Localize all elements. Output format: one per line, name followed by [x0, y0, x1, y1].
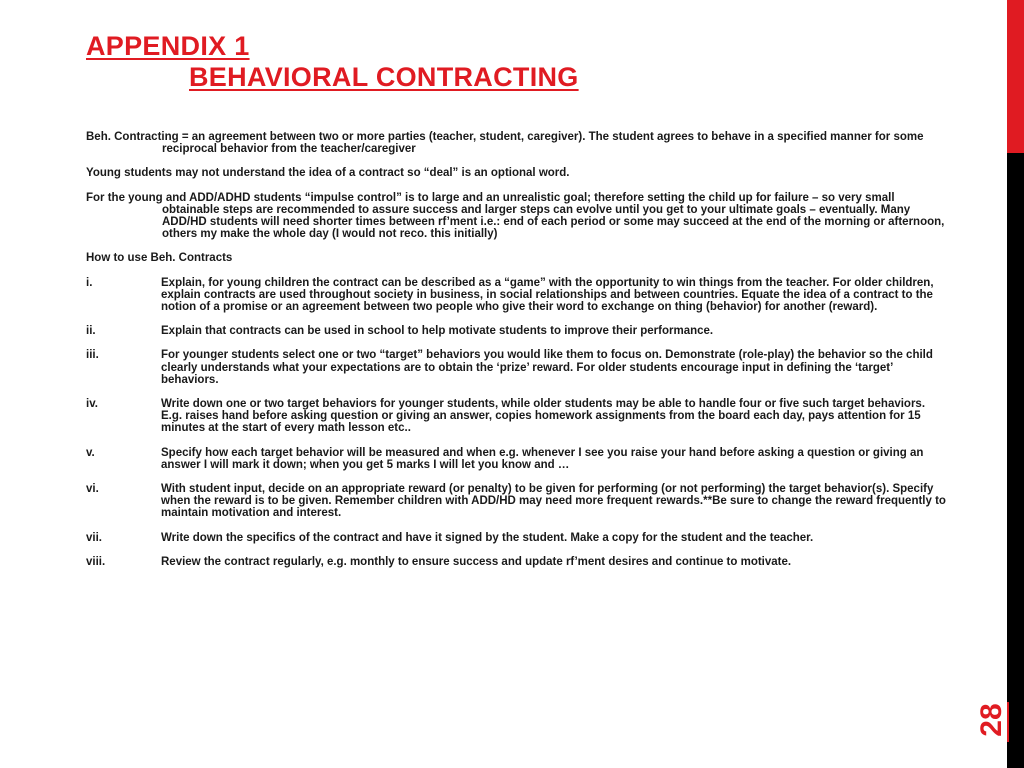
list-item — [86, 325, 946, 337]
adhd-paragraph: For the young and ADD/ADHD students “impulse control” is to large and an unrealistic goal; therefore setting the child up for failure – so very small obtainable steps are recommended to assure success and larger steps can evolve until you get to your ultimate goals – eventually. Many ADD/HD students will need shorter times between rf’ment i.e.: end of each period or some may succeed at the end of the morning or afternoon, others my make the whole day (I would not reco. this initially) — [86, 191, 945, 241]
slide-body — [86, 131, 946, 580]
list-item-number: v. — [86, 446, 95, 459]
list-item-text: With student input, decide on an appropriate reward (or penalty) to be given for performing (or not performing) the target behavior(s). Specify when the reward is to be given. Remember children with ADD/HD may need more frequent rewards.**Be sure to change the reward frequently to maintain motivation and interest. — [161, 483, 946, 520]
list-item-number: ii. — [86, 325, 96, 338]
list-item-number: i. — [86, 276, 93, 289]
list-item-text: Write down the specifics of the contract and have it signed by the student. Make a copy for the student and the teacher. — [161, 531, 814, 544]
list-item — [86, 447, 946, 471]
list-item — [86, 532, 946, 544]
list-item-text: Explain, for young children the contract can be described as a “game” with the opportunity to win things from the teacher. For older children, explain contracts are used throughout society in business, in social relationships and between countries. Equate the idea of a contract to the notion of a promise or an agreement between two people who give their word to exchange on thing (behavior) for another (reward). — [161, 276, 934, 314]
list-item-text: Explain that contracts can be used in school to help motivate students to improve their performance. — [161, 325, 714, 338]
side-accent-bar-black — [1007, 153, 1024, 768]
page-number: 28 — [975, 703, 1008, 737]
list-item — [86, 556, 946, 568]
list-item — [86, 483, 946, 520]
list-item — [86, 277, 946, 314]
side-accent-bar-red — [1007, 0, 1024, 153]
list-item-number: iv. — [86, 398, 98, 411]
title-line-1: APPENDIX 1 — [86, 31, 250, 61]
young-students-paragraph: Young students may not understand the idea of a contract so “deal” is an optional word. — [86, 167, 570, 180]
list-item-text: For younger students select one or two “target” behaviors you would like them to focus on. Demonstrate (role-play) the behavior so the child clearly understands what your expectations are to obtain the ‘prize’ reward. For older students encourage input in defining the ‘target’ behaviors. — [161, 349, 933, 386]
slide-title — [86, 31, 579, 93]
list-item-number: vii. — [86, 531, 102, 544]
list-item-number: iii. — [86, 349, 99, 362]
list-item — [86, 398, 946, 435]
how-to-heading: How to use Beh. Contracts — [86, 252, 233, 265]
definition-paragraph: Beh. Contracting = an agreement between two or more parties (teacher, student, caregiver). The student agrees to behave in a specified manner for some reciprocal behavior from the teacher/caregiver — [86, 131, 924, 156]
list-item — [86, 349, 946, 386]
title-line-2: BEHAVIORAL CONTRACTING — [189, 62, 579, 92]
list-item-text: Write down one or two target behaviors for younger students, while older students may be able to handle four or five such target behaviors. E.g. raises hand before asking question or giving an answer, copies homework assignments from the board each day, pays attention for 15 minutes at the start of every math lesson etc.. — [161, 398, 926, 435]
list-item-number: vi. — [86, 483, 99, 496]
list-item-number: viii. — [86, 555, 106, 568]
list-item-text: Review the contract regularly, e.g. monthly to ensure success and update rf’ment desires and continue to motivate. — [161, 555, 792, 568]
list-item-text: Specify how each target behavior will be measured and when e.g. whenever I see you raise your hand before asking a question or giving an answer I will mark it down; when you get 5 marks I will let you know and … — [161, 446, 924, 471]
